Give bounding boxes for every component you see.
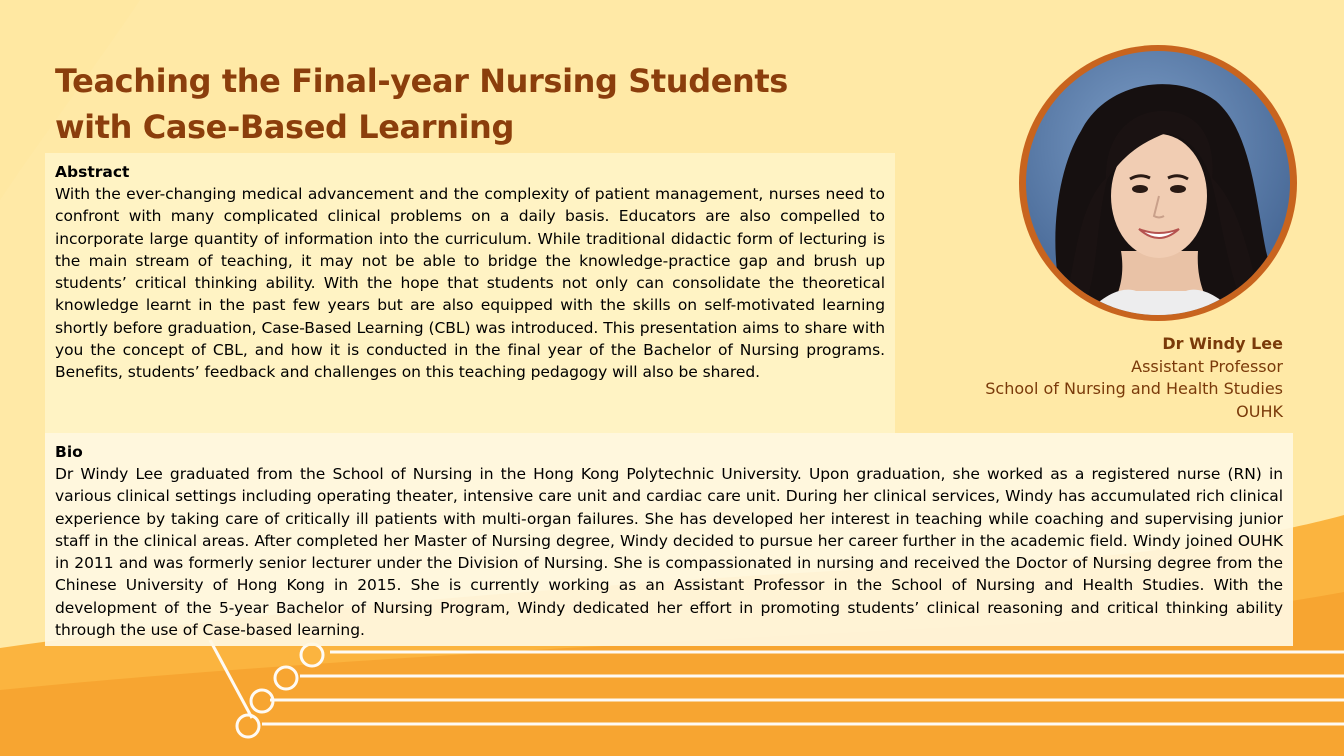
bio-section [45, 433, 1293, 646]
title-line-2: with Case-Based Learning [55, 108, 514, 146]
speaker-name: Dr Windy Lee [1162, 334, 1283, 353]
speaker-department: School of Nursing and Health Studies [985, 379, 1283, 398]
portrait-illustration [1026, 51, 1290, 315]
abstract-heading: Abstract [55, 163, 130, 181]
speaker-info [985, 333, 1283, 423]
bio-heading: Bio [55, 443, 83, 461]
speaker-institution: OUHK [1236, 401, 1283, 421]
speaker-photo [1026, 51, 1290, 315]
abstract-section [45, 153, 895, 433]
title-line-1: Teaching the Final-year Nursing Students [55, 62, 788, 100]
speaker-position: Assistant Professor [1131, 356, 1283, 376]
bio-text: Dr Windy Lee graduated from the School of Nursing in the Hong Kong Polytechnic University. Upon graduation, she worked as a registered nurse (RN) in various clinical settings including operating theater, intensive care unit and cardiac care unit. During her clinical services, Windy has accumulated rich clinical experience by taking care of critically ill patients with multi-organ failures. She has developed her interest in teaching while coaching and supervising junior staff in the clinical areas. After completed her Master of Nursing degree, Windy decided to pursue her career further in the academic field. Windy joined OUHK in 2011 and was formerly senior lecturer under the Division of Nursing. She is compassionated in nursing and received the Doctor of Nursing degree from the Chinese University of Hong Kong in 2015. She is currently working as an Assistant Professor in the School of Nursing and Health Studies. With the development of the 5-year Bachelor of Nursing Program, Windy dedicated her effort in promoting students’ clinical reasoning and critical thinking ability through the use of Case-based learning. [55, 465, 1283, 640]
slide-title [55, 58, 955, 150]
abstract-text: With the ever-changing medical advancement and the complexity of patient management, nurses need to confront with many complicated clinical problems on a daily basis. Educators are also compelled to incorporate large quantity of information into the curriculum. While traditional didactic form of lecturing is the main stream of teaching, it may not be able to bridge the knowledge-practice gap and brush up students’ critical thinking ability. With the hope that students not only can consolidate the theoretical knowledge learnt in the past few years but are also equipped with the skills on self-motivated learning shortly before graduation, Case-Based Learning (CBL) was introduced. This presentation aims to share with you the concept of CBL, and how it is conducted in the final year of the Bachelor of Nursing programs. Benefits, students’ feedback and challenges on this teaching pedagogy will also be shared. [55, 185, 885, 382]
